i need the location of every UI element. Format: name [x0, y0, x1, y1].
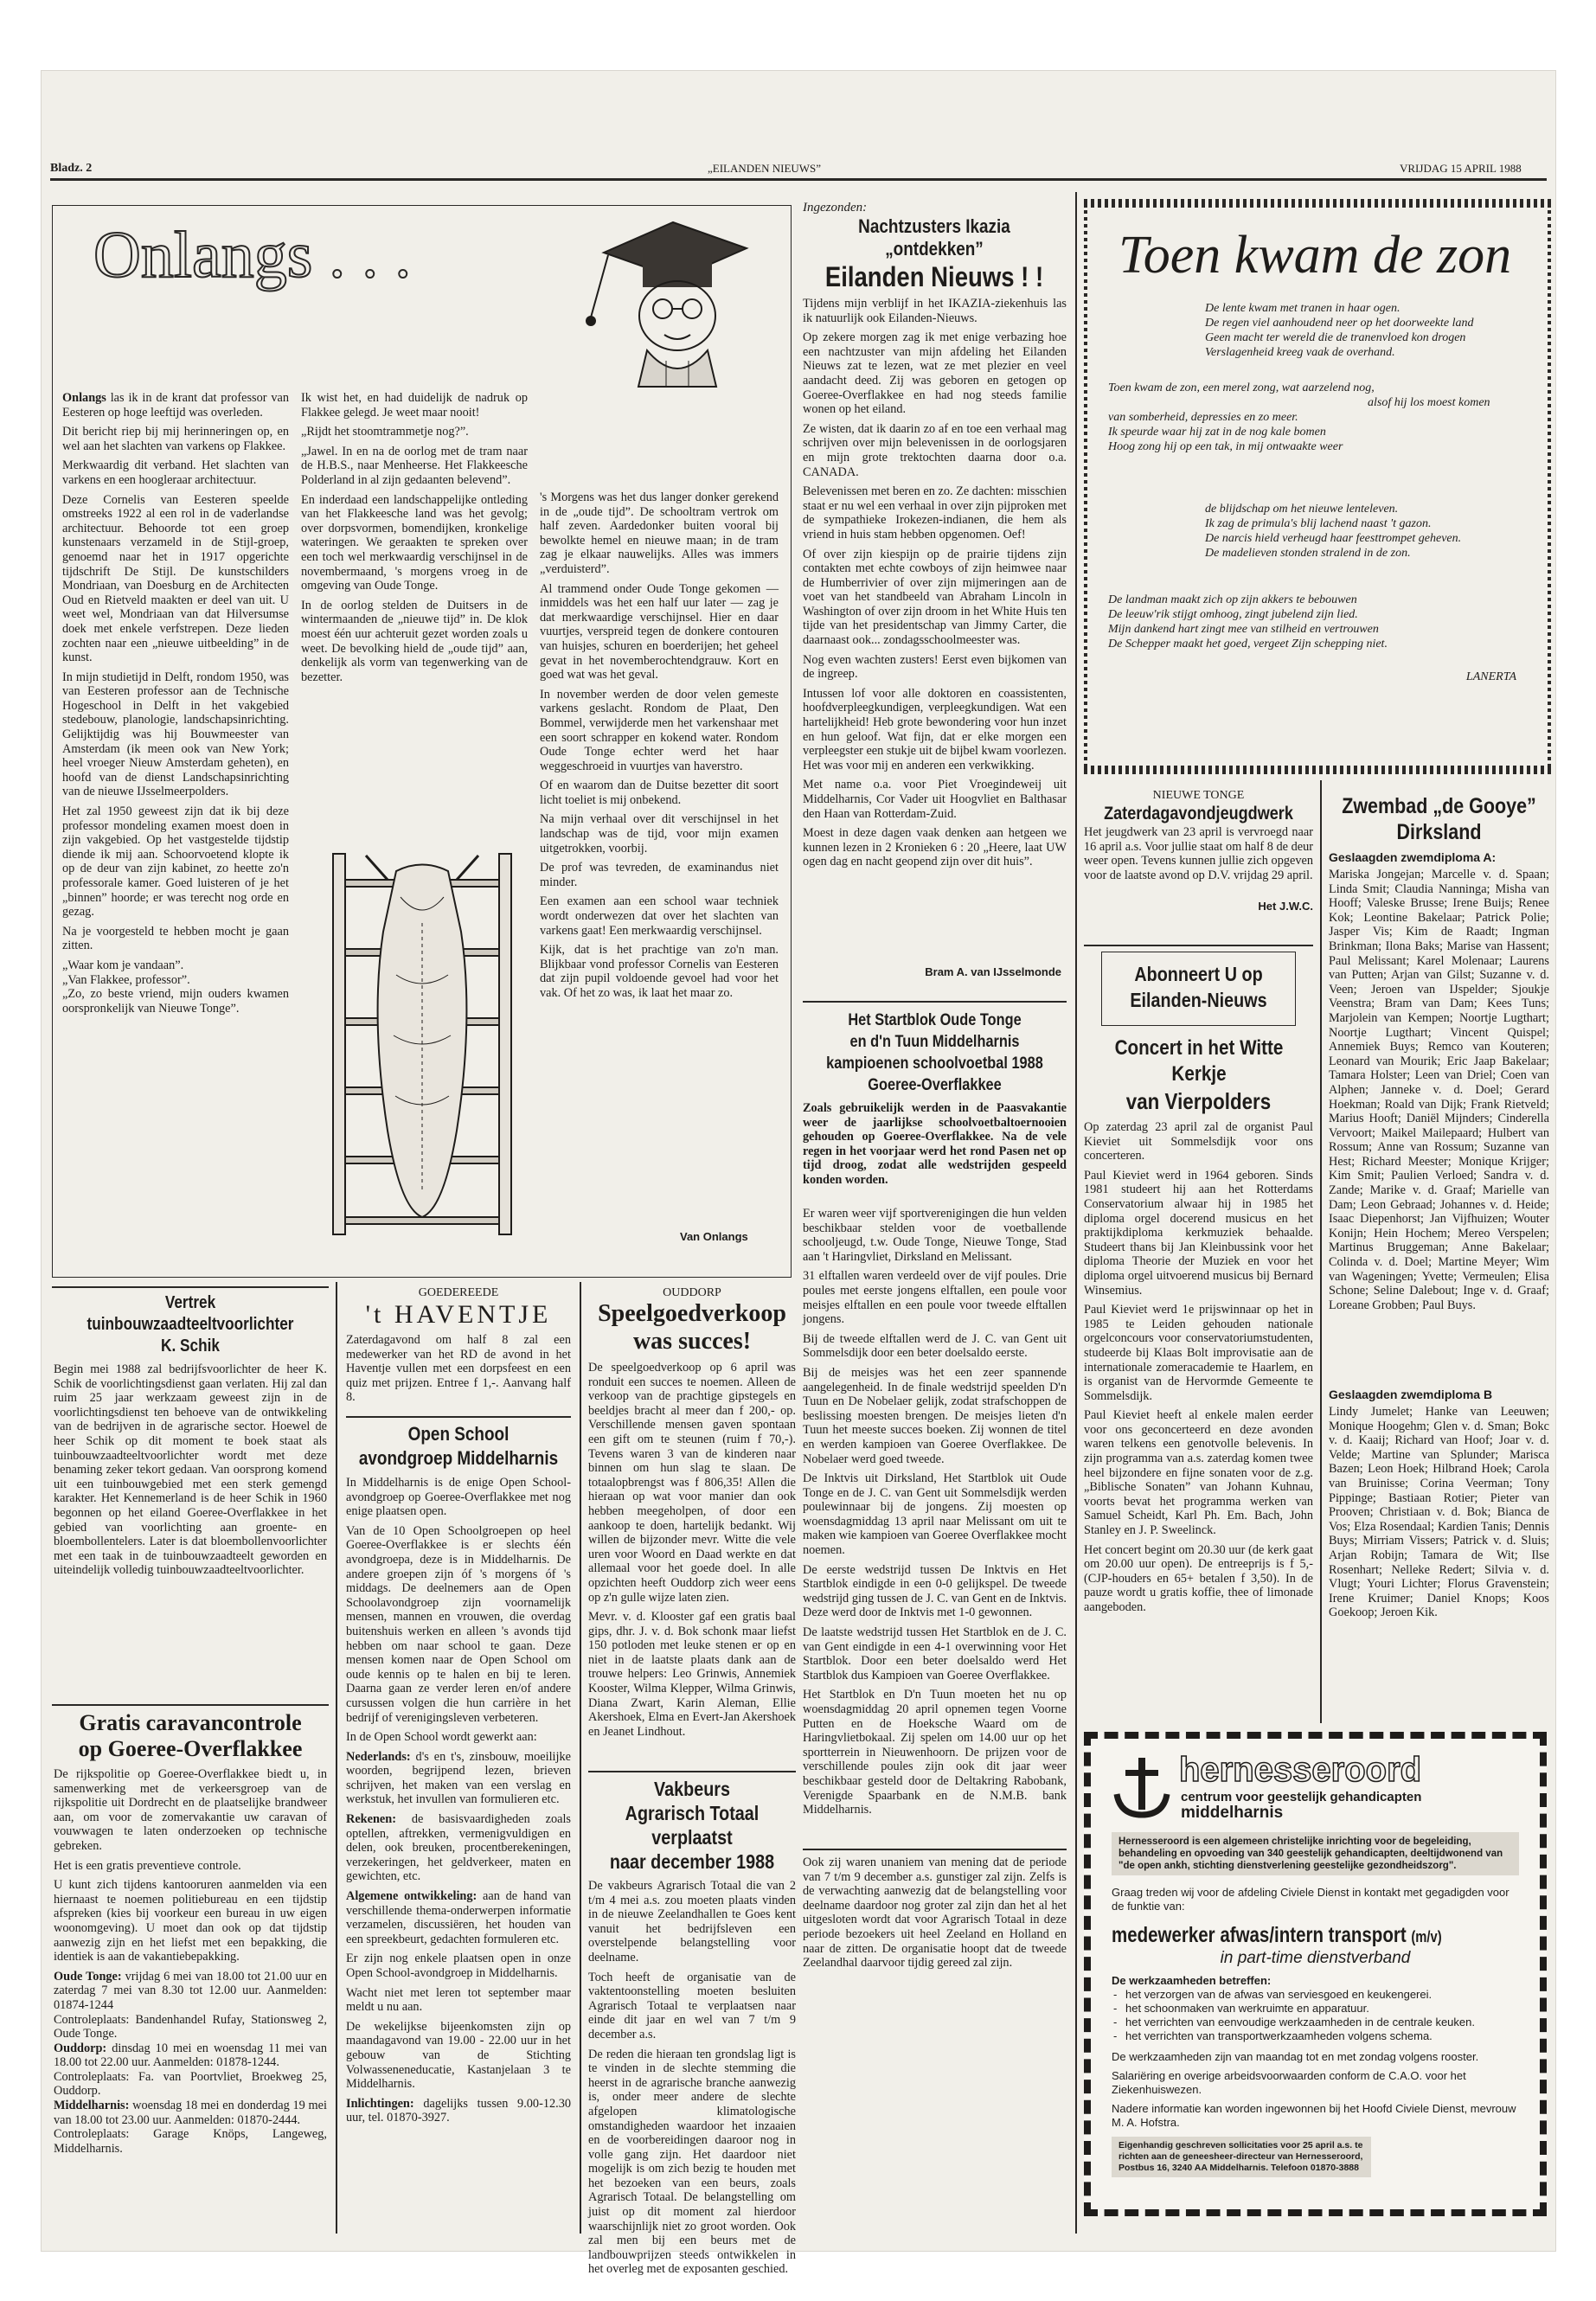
- column-rule: [1320, 780, 1322, 1723]
- ingezonden-headline-2: Eilanden Nieuws ! !: [824, 261, 1044, 292]
- concert-p5: Het concert begint om 20.30 uur (de kerk gaat om 20.00 uur open). De entreeprijs is f 5,- (CJP-houders en 65+ betalen f 3,50). In de pauze wordt u gratis koffie, thee of limonade aangeboden.: [1084, 1542, 1313, 1614]
- vakbeurs-title-2: Agrarisch Totaal verplaatst: [625, 1802, 760, 1849]
- poem-border-bottom: [1084, 766, 1551, 774]
- hernesseroord-task: - het verrichten van transportwerkzaamheden volgens schema.: [1112, 2029, 1519, 2043]
- onlangs-col3: [540, 490, 779, 1243]
- concert-p4: Paul Kieviet heeft al enkele malen eerder voor ons geconcerteerd en deze avonden waren telkens een genotvolle belevenis. In zijn programma van a.s. zaterdag komen twee heel bijzondere en fijne sonaten voor de z.g. „Biblische Sonaten” van Johann Kuhnau, voorts bevat het programma werken van Samuel Scheidt, Karl Ph. Em. Bach, John Stanley en J. P. Sweelinck.: [1084, 1408, 1313, 1538]
- hernesseroord-intro: Hernesseroord is een algemeen christelijke inrichting voor de begeleiding, behandeling en opvoeding van 340 geestelijk gehandicapten, deeltijdwonend van "de open ankh, stichting dienstverlening geestelijke gezondheidszorg".: [1112, 1832, 1519, 1875]
- speelgoed-p2: Mevr. v. d. Klooster gaf een gratis baal gips, dhr. J. v. d. Bok schonk maar liefst 150 potloden met leuke stenen er op en niet in de laatste plaats dank aan de trouwe helpers: Leo Grinwis, Annemiek Kooster, Wilma Klepper, Wilma Grinwis, Diana Zwart, Karin Aleman, Ellie Akershoek, Elma en Evert-Jan Akershoek en Jeanet Lindhout.: [588, 1610, 796, 1739]
- poem-stanza-2: [1108, 381, 1490, 454]
- newspaper-page: [42, 71, 1555, 2277]
- poem-box: [1084, 199, 1551, 774]
- hernesseroord-info: Nadere informatie kan worden ingewonnen bij het Hoofd Civiele Dienst, mevrouw M. A. Hofstra.: [1112, 2102, 1516, 2129]
- haventje-place: GOEDEREEDE: [418, 1286, 499, 1299]
- hernesseroord-parttime: in part-time dienstverband: [1220, 1949, 1411, 1967]
- caravan-schedule-middelharnis: Middelharnis: woensdag 18 mei en donderdag 19 mei van 18.00 tot 23.00 uur. Aanmelden: 01870-2444.: [54, 2099, 327, 2127]
- poem-line: De Schepper maakt het goed, vergeet Zijn schepping niet.: [1108, 638, 1388, 651]
- divider: [1084, 945, 1313, 946]
- onlangs-col1: [62, 391, 289, 1254]
- divider: [588, 1771, 796, 1772]
- divider: [803, 1849, 1067, 1850]
- hernesseroord-name: hernesseroord: [1179, 1751, 1422, 1789]
- startblok-p1: Er waren weer vijf sportverenigingen die hun velden beschikbaar stelden voor de voetballende schooljeugd, t.w. Oude Tonge, Nieuwe Tonge, Stad aan 't Haringvliet, Dirksland en Melissant.: [803, 1207, 1067, 1264]
- onlangs-p2: Dit bericht riep bij mij herinneringen op, en wel aan het slachten van varkens op Flakkee.: [62, 425, 289, 453]
- poem-border-right: [1548, 199, 1551, 774]
- poem-stanza-3: [1205, 502, 1461, 561]
- column-rule: [1075, 192, 1077, 2234]
- openschool-article: [346, 1422, 571, 2211]
- zwembad-title-2: Dirksland: [1396, 820, 1482, 844]
- caravan-title-1: Gratis caravancontrole: [79, 1710, 302, 1735]
- startblok-lead: Zoals gebruikelijk werden in de Paasvakantie weer de jaarlijkse schoolvoetbaltoernooien gehouden op Goeree-Overflakkee. Na de vele regen in het voorjaar werd het rond Pasen net op tijd droog, zodat alle wedstrijden gespeeld konden worden.: [803, 1101, 1067, 1187]
- caravan-schedule-line: Controleplaats: Fa. van Poortvliet, Broekweg 25, Ouddorp.: [54, 2069, 327, 2099]
- poem-line: Mijn dankend hart zingt mee van stilheid en vertrouwen: [1108, 623, 1379, 636]
- vertrek-article: [54, 1292, 327, 1667]
- caravan-schedule-line: Controleplaats: Bandenhandel Rufay, Stationsweg 2, Oude Tonge.: [54, 2012, 327, 2041]
- onlangs-p9: „Van Flakkee, professor”.: [62, 972, 190, 987]
- caravan-p3: U kunt zich tijdens kantooruren aanmelden via een hiernaast te noemen politiebureau en een tijdstip afspreken (kies bij voorkeur een bureau in uw eigen woonomgeving). U moet dan ook op dat tijdstip aanwezig zijn en het liefst met een bepakking, die identiek is aan de vakantiebepakking.: [54, 1878, 327, 1965]
- concert-p1: Op zaterdag 23 april zal de organist Paul Kieviet uit Sommelsdijk voor ons concerteren.: [1084, 1120, 1313, 1163]
- vakbeurs-p1: De vakbeurs Agrarisch Totaal die van 2 t/m 4 mei a.s. zou moeten plaats vinden in de nieuwe Zeelandhallen te Goes kent vanuit het bedrijfsleven een overstelpende belangstelling voor deelname.: [588, 1879, 796, 1965]
- vertrek-title-1: Vertrek: [164, 1293, 216, 1312]
- vakbeurs-p2: Toch heeft de organisatie van de vaktentoonstelling moeten besluiten Agrarisch Totaal te verplaatsen naar einde dit jaar en wel van 7 t/m 9 december a.s.: [588, 1970, 796, 2041]
- caravan-schedule-oude-tonge: Oude Tonge: vrijdag 6 mei van 18.00 tot 21.00 uur en zaterdag 7 mei van 8.30 tot 12.00 uur. Aanmelden: 01874-1244: [54, 1969, 328, 2012]
- caravan-p2: Het is een gratis preventieve controle.: [54, 1858, 241, 1873]
- vakbeurs-p3: De reden die hieraan ten grondslag ligt is te vinden in de slechte stemming die heerst in de agrarische branche aanwezig is, onder meer andere de slechte afgelopen klimatologische omstandigheden waardoor het inzaaien en de voorbereidingen daaroor nog in volle gang zijn. Het daardoor niet mogelijk is om zich bezig te houden met het bezoeken van een beurs, zoals Agrarisch Totaal. De belangstelling om juist op dit moment zal hierdoor waarschijnlijk niet zo groot worden. Ook zal men bij een beurs met de landbouwprijzen steeds ontwikkelen in het overleg met de exposanten geschied.: [588, 2047, 796, 2277]
- openschool-p3: In de Open School wordt gewerkt aan:: [346, 1730, 537, 1745]
- openschool-tail-2: Wacht niet met leren tot september maar meldt u nu aan.: [346, 1985, 571, 2015]
- nieuwetonge-body: Het jeugdwerk van 23 april is vervroegd naar 16 april a.s. Voor jullie staat om half 8 de deur weer open. Tevens kunnen jullie zich opgeven voor de laatste avond op D.V. vrijdag 29 april.: [1084, 825, 1313, 882]
- ingezonden-headline-1: Nachtzusters Ikazia „ontdekken”: [858, 215, 1010, 260]
- poem-line: de blijdschap om het nieuwe lenteleven.: [1205, 503, 1399, 516]
- hernesseroord-invite: Graag treden wij voor de afdeling Civiele Dienst in kontakt met gegadigden voor de funktie van:: [1112, 1886, 1509, 1913]
- poem-line: Ik zag de primula's blij lachend naast 't gazon.: [1205, 517, 1432, 530]
- professor-illustration: [569, 214, 777, 387]
- onlangs-c3-p5: Na mijn verhaal over dit verschijnsel in het landschap was de tijd, voor mijn examen uitgetrokken, voorbij.: [540, 812, 779, 856]
- onlangs-col2: [301, 391, 528, 841]
- ingezonden-article: [803, 201, 1067, 984]
- ingezonden-p6: Nog even wachten zusters! Eerst even bijkomen van de ingreep.: [803, 652, 1067, 682]
- vertrek-title-2: tuinbouwzaadteeltvoorlichter: [87, 1315, 294, 1334]
- abonneert-line-1: Abonneert U op: [1134, 963, 1263, 985]
- vakbeurs-continuation: Ook zij waren unaniem van mening dat de periode van 7 t/m 9 december a.s. gunstiger zal zijn. Zelfs is de verwachting aanwezig dat de belangstelling voor deelname daardoor nog groter zal zijn dan het al het uitgesloten wordt dat voor Agrarisch Totaal in deze periode bezoekers uit heel Zeeland en Holland en naar de zitten. De organisatie hoopt dat de tweede Zeelandhal daarvoor tijdig gereed zal zijn.: [803, 1856, 1067, 1971]
- concert-title-1: Concert in het Witte Kerkje: [1114, 1036, 1284, 1086]
- hernesseroord-task-list: [1112, 1988, 1519, 2043]
- haventje-body: Zaterdagavond om half 8 zal een medewerker van het RD de avond in het Haventje vullen met een dorpsfeest en een quiz met prijzen. Entree f 1,-. Aanvang half 8.: [346, 1333, 571, 1405]
- divider: [52, 1704, 329, 1706]
- hernesseroord-job-mv: (m/v): [1411, 1928, 1442, 1945]
- startblok-body: [803, 1207, 1067, 1894]
- poem-line: De leeuw'rik stijgt omhoog, zingt jubelend zijn lied.: [1108, 608, 1358, 621]
- openschool-item-rekenen: Rekenen: de basisvaardigheden zoals optellen, aftrekken, vermenigvuldigen en delen, ook breuken, procentberekeningen, verzekeringen, het geldverkeer, maten en gewichten, etc.: [346, 1812, 571, 1884]
- onlangs-c3-p7: Een examen aan een school waar techniek wordt onderwezen dat over het slachten van varkens gaat! Een merkwaardig verschijnsel.: [540, 894, 779, 938]
- onlangs-c3-p2: Al trammend onder Oude Tonge gekomen — inmiddels was het een half uur later — zag je dat merkwaardige verschijnsel. Hier en daar vuurtjes, verspreid tegen de donkere contouren van huisjes, schuren en boerderijen; het geheel gevat in het novemberochtendgrauw. Kort en goed wat was het geval.: [540, 581, 779, 683]
- onlangs-p6: Het zal 1950 geweest zijn dat ik bij deze professor mondeling examen moest doen in zijn vakgebied. Op het vastgestelde tijdstip diende ik mij aan. Schoorvoetend klopte ik op de deur van zijn kabinet, zo heette zo'n professorale kamer. Goed luisteren of je het „binnen” hoorde; er was terecht nog orde en gezag.: [62, 804, 289, 920]
- onlangs-signature: Van Onlangs: [680, 1230, 748, 1243]
- poem-line: Hoog zong hij op een tak, in mij ontwaakte weer: [1108, 440, 1343, 453]
- startblok-p3: Bij de tweede elftallen werd de J. C. van Gent uit Sommelsdijk door een beter doelsaldo eerste.: [803, 1331, 1067, 1361]
- onlangs-c2-p4: En inderdaad een landschappelijke ontleding van het Flakkeesche land was het gevolg; over dorpsvormen, bomendijken, kronkelige wateringen. We geraakten te spreken over een toch wel merkwaardig verschijnsel in de novembermaand, 's morgens vroeg in de omgeving van Oude Tonge.: [301, 492, 528, 593]
- vakbeurs-body: [588, 1879, 796, 2277]
- onlangs-c2-p5: In de oorlog stelden de Duitsers in de wintermaanden de „nieuwe tijd” in. De klok moest één uur achteruit gezet worden zoals u weet. De bevolking hield de „oude tijd” aan, denkelijk als vorm van tegenwerking van de bezetter.: [301, 598, 528, 684]
- zwembad-head-b: Geslaagden zwemdiploma B: [1329, 1388, 1493, 1401]
- caravan-title-2: op Goeree-Overflakkee: [78, 1736, 303, 1761]
- poem-line: De madelieven stonden stralend in de zon.: [1205, 547, 1411, 560]
- poem-line: De narcis hield verheugd haar feesttrompet geheven.: [1205, 532, 1462, 545]
- zwembad-body-a: Mariska Jongejan; Marcelle v. d. Spaan; Linda Smit; Claudia Nanninga; Misha van Hooff; Valeske Brusse; Irene Buijs; Renee Kok; Leontine Bakelaar; Patrick Polie; Jasper Vis; Kim de Raadt; Ingman Brinkman; Ilona Baks; Marise van Hassent; Paul Melissant; Karel Molenaar; Laurens van Putten; Arjan van Gilst; Suzanne v. d. Veen; Jeroen van IJspelder; Sjoukje Veenstra; Bram van Dam; Kees Tuns; Marjolein van Kempen; Noortje Lugthart; Noortje Lugthart; Vincent Quispel; Annemiek Buys; Remco van Kouteren; Leonard van Mourik; Eric Jaap Bakelaar; Tamara Holster; Leen van Driel; Coen van Alphen; Janneke v. d. Doel; Gerard Hoekman; Roald van Dijk; Frank Rietveld; Marius Hooft; Daniël Mijnders; Cinderella Vervoort; Maikel Mailepaard; Hulbert van Rossum; Anne van Rossum; Suzanne van Hest; Richard Meester; Monique Krijger; Kim Smit; Paulien Verloed; Sandra v. d. Zande; Marike v. d. Graaf; Marielle van Dam; Leon Gebraad; Johannes v. d. Heide; Isaac Diepenhorst; Jan Vijfhuizen; Wouter Konijn; Hein Hochem; Mereo Verspelen; Martinus Bruggeman; Anne Bakelaar; Colinda v. d. Doel; Martine Meyer; Wim van Wageningen; Yvette; Vermeulen; Elisa Schone; Seline Dalebout; Inge v. d. Graaf; Loreane Grobben; Paul Buys.: [1329, 868, 1549, 1312]
- nieuwetonge-signature: Het J.W.C.: [1258, 900, 1313, 913]
- openschool-item-algemeen: Algemene ontwikkeling: aan de hand van verschillende thema-onderwerpen informatie verzamelen, discussiëren, het houden van een spreekbeurt, gedachten formuleren etc.: [346, 1889, 571, 1946]
- poem-line: Verslagenheid kreeg vaak de overhand.: [1205, 346, 1395, 359]
- ingezonden-p3: Ze wisten, dat ik daarin zo af en toe een verhaal mag schrijven over mijn belevenissen in de oorlogsjaren en mijn grote trektochten daarna door o.a. CANADA.: [803, 421, 1067, 479]
- poem-stanza-4: [1108, 593, 1388, 651]
- ingezonden-p4: Belevenissen met beren en zo. Ze dachten: misschien staat er nu wel een verhaal in over zijn pijproken met de sympathieke Irokezen-indianen, die hem als vriend in huis stam hebben opgenomen. Oef!: [803, 484, 1067, 542]
- divider: [52, 1286, 329, 1288]
- openschool-tail-4: Inlichtingen: dagelijks tussen 9.00-12.30 uur, tel. 01870-3927.: [346, 2096, 571, 2125]
- openschool-item-nederlands: Nederlands: d's en t's, zinsbouw, moeilijke woorden, begrijpend lezen, brieven schrijven, het maken van een verslag en werkstuk, het invullen van formulieren etc.: [346, 1749, 571, 1807]
- startblok-title-4: Goeree-Overflakkee: [868, 1076, 1002, 1094]
- nieuwetonge-article: [1084, 789, 1313, 913]
- concert-p3: Paul Kieviet werd 1e prijswinnaar op het in 1985 te Leiden gehouden nationale orgelconcours voor conservatoriumstudenten, studeerde bij Klaas Bolt improvisatie aan de internationale zomeracademie te Haarlem, en is organist van de Hervormde Gemeente te Sommelsdijk.: [1084, 1303, 1313, 1403]
- onlangs-c3-p1: 's Morgens was het dus langer donker gerekend in de „oude tijd”. De schooltram vertrok om half zeven. Aardedonker buiten vooral bij bewolkte hemel en nieuwe maan; in de tram zag je elkaar nauwelijks. Alles was immers „verduisterd”.: [540, 490, 779, 576]
- divider: [346, 1416, 571, 1418]
- concert-article: [1084, 1035, 1313, 1734]
- ingezonden-signature: Bram A. van IJsselmonde: [925, 965, 1061, 978]
- zwembad-title-1: Zwembad „de Gooye”: [1342, 794, 1536, 818]
- speelgoed-place: OUDDORP: [663, 1286, 721, 1299]
- poem-line: Geen macht ter wereld die de tranenvloed kon drogen: [1205, 331, 1466, 344]
- concert-body: [1084, 1120, 1313, 1734]
- caravan-p1: De rijkspolitie op Goeree-Overflakkee biedt u, in samenwerking met de verkeersgroep van de rijkspolitie uit Dordrecht en de plaatselijke brandweer aan, om voor de zomervakantie uw caravan of vouwwagen te laten onderzoeken op technische gebreken.: [54, 1767, 327, 1853]
- zwembad-body-b: Lindy Jumelet; Hanke van Leeuwen; Monique Hoogehm; Glen v. d. Sman; Bokc v. d. Kaaij; Richard van Hoof; Joar v. d. Velde; Martine van Splunder; Marisca Bazen; Leon Hoek; Hilbrand Hoek; Carola van Bruinisse; Corina Veerman; Tony Pippinge; Bastiaan Rotier; Pieter van Prooven; Christiaan v. d. Bok; Bianca de Vos; Elza Rosendaal; Kardien Tanis; Dennis Buys; Mirriam Vissers; Patrick v. d. Sluis; Arjan Robijn; Tamara de Wit; Ilse Rosenhart; Nelleke Redert; Silvia v. d. Vlugt; Youri Lichter; Florus Gravenstein; Irene Kruimer; Daniel Knops; Koos Goekoop; Jeroen Kik.: [1329, 1405, 1549, 1620]
- issue-date: VRIJDAG 15 APRIL 1988: [1400, 162, 1522, 175]
- speelgoed-article: [588, 1286, 796, 1759]
- caravan-body: [54, 1767, 327, 2226]
- onlangs-p7: Na je voorgesteld te hebben mocht je gaan zitten.: [62, 924, 289, 953]
- ingezonden-p7: Intussen lof voor alle doktoren en coassistenten, hoofdverpleegkundigen, verpleegkundigen. Wat een hartelijkheid! Heb grote bewondering voor hun inzet en hun geloof. Wat fijn, dat er elke morgen een verpleegster een stukje uit de bijbel kwam voorlezen. Het was voor mij en anderen een verkwikking.: [803, 686, 1067, 772]
- startblok-p7: De laatste wedstrijd tussen Het Startblok en de J. C. van Gent eindigde in een 4-1 overwinning voor Het Startblok. Door een beter doelsaldo werd Het Startblok dus Kampioen van Goeree Overflakkee.: [803, 1625, 1067, 1682]
- pig-ladder-illustration: [314, 845, 530, 1243]
- nieuwetonge-title: Zaterdagavondjeugdwerk: [1104, 804, 1293, 824]
- haventje-article: [346, 1286, 571, 1406]
- column-rule: [580, 1282, 581, 2234]
- startblok-p6: De eerste wedstrijd tussen De Inktvis en Het Startblok eindigde in een 0-0 gelijkspel. De tweede wedstrijd ging tussen de J. C. van Gent en de Inktvis. Deze werd door de Inktvis met 1-0 gewonnen.: [803, 1562, 1067, 1620]
- openschool-p1: In Middelharnis is de enige Open School-avondgroep op Goeree-Overflakkee met nog enige plaatsen open.: [346, 1476, 571, 1519]
- onlangs-p8: „Waar kom je vandaan”.: [62, 958, 184, 972]
- openschool-body: [346, 1476, 571, 2211]
- hernesseroord-sub-2: middelharnis: [1181, 1804, 1284, 1822]
- ingezonden-p1: Tijdens mijn verblijf in het IKAZIA-ziekenhuis las ik natuurlijk ook Eilanden-Nieuws.: [803, 297, 1067, 325]
- poem-line: De landman maakt zich op zijn akkers te bebouwen: [1108, 593, 1357, 606]
- divider: [803, 1001, 1067, 1003]
- hernesseroord-job: medewerker afwas/intern transport: [1112, 1923, 1407, 1947]
- openschool-title-1: Open School: [407, 1423, 510, 1445]
- vakbeurs-title-1: Vakbeurs: [654, 1778, 730, 1800]
- zwembad-head-a: Geslaagden zwemdiploma A:: [1329, 850, 1497, 864]
- vakbeurs-article: [588, 1777, 796, 2277]
- speelgoed-p1: De speelgoedverkoop op 6 april was ronduit een succes te noemen. Alleen de verkoop van de prachtige gipstegels en beeldjes bracht al meer dan f 200,- op. Verschillende mensen gaven spontaan een gift om te steunen (ruim f 70,-). Tevens waren 3 van de kinderen naar binnen om hun slag te slaan. De totaalopbrengst was f 806,35! Allen die hieraan op wat voor manier dan ook hebben meegeholpen, of door een aankoop te doen, hartelijk bedankt. Wij willen de bijzonder mevr. Witte die vele uren voor Woord en Daad werkte en dat allemaal voor het goede doel. In alle opzichten heeft Ouddorp zich weer eens op z'n gulle wijze laten zien.: [588, 1361, 796, 1605]
- hernesseroord-tasks-head: De werkzaamheden betreffen:: [1112, 1974, 1272, 1987]
- startblok-p8: Het Startblok en D'n Tuun moeten het nu op woensdagmiddag 20 april opnemen tegen Voorne Putten en de Hoeksche Waard om de Haringvlietbokaal. Zij spelen om 14.00 uur op het sportterrein in Nieuwenhoorn. De prijzen voor de verschillende poules zijn ook dit jaar weer beschikbaar gesteld door de Deltakring Rabobank, Verenigde Spaarbank en de N.M.B. bank Middelharnis.: [803, 1688, 1067, 1817]
- ingezonden-p9: Moest in deze dagen vaak denken aan hetgeen we kunnen lezen in 2 Kronieken 6 : 20 „Heere, laat UW ogen dag en nacht geopend zijn over dit huis”.: [803, 826, 1067, 869]
- caravan-schedule-ouddorp: Ouddorp: dinsdag 10 mei en woensdag 11 mei van 18.00 tot 22.00 uur. Aanmelden: 01878-1244.: [54, 2041, 327, 2070]
- startblok-p2: 31 elftallen waren verdeeld over de vijf poules. Drie poules met eerste jongens elftallen, een poule voor meisjes elftallen en een poule voor tweede elftallen jongens.: [803, 1269, 1067, 1327]
- hernesseroord-task: - het verzorgen van de afwas van serviesgoed en keukengerei.: [1112, 1988, 1519, 2002]
- onlangs-title: Onlangs . . .: [93, 219, 412, 292]
- startblok-title-1: Het Startblok Oude Tonge: [848, 1011, 1022, 1029]
- hernesseroord-task: - het schoonmaken van werkruimte en apparatuur.: [1112, 2002, 1519, 2016]
- startblok-p5: De Inktvis uit Dirksland, Het Startblok uit Oude Tonge en de J. C. van Gent uit Sommelsdijk werden poulewinnaar bij de jongens. Zij moesten op woensdagmiddag 13 april naar Melissant om uit te maken wie kampioen van Goeree Overflakkee mocht noemen.: [803, 1471, 1067, 1558]
- anchor-logo-icon: [1112, 1754, 1172, 1822]
- openschool-p2: Van de 10 Open Schoolgroepen op heel Goeree-Overflakkee is er slechts één avondgroepa, deze is in Middelharnis. De andere groepen zijn óf 's morgens óf 's middags. De deelnemers aan de Open Schoolavondgroep zijn voornamelijk mensen, mannen en vrouwen, die overdag buitenshuis werken en alleen 's avonds tijd hebben om naar school te gaan. Deze mensen komen naar de Open School om oude kennis op te halen en bij te leren. Daarna gaan ze verder leren en/of andere cursussen volgen die hun carrière in het bedrijf of verenigingsleven verbeteren.: [346, 1523, 571, 1725]
- openschool-title-2: avondgroep Middelharnis: [358, 1447, 559, 1469]
- poem-stanza-1: [1205, 301, 1474, 360]
- onlangs-c2-p3: „Jawel. In en na de oorlog met de tram naar de H.B.S., naar Menheerse. Het Flakkeesche Polderland in al zijn gedaanten belevend”.: [301, 444, 528, 487]
- hernesseroord-task: - het verrichten van eenvoudige werkzaamheden in de centrale keuken.: [1112, 2016, 1519, 2029]
- startblok-title-3: kampioenen schoolvoetbal 1988: [826, 1054, 1043, 1073]
- masthead-rule: [50, 178, 1547, 181]
- column-rule: [336, 1282, 337, 2234]
- ingezonden-label: Ingezonden:: [803, 201, 868, 215]
- poem-line: De regen viel aanhoudend neer op het doorweekte land: [1205, 317, 1474, 330]
- poem-line: van somberheid, depressies en zo meer.: [1108, 411, 1298, 424]
- ingezonden-p8: Met name o.a. voor Piet Vroegindeweij uit Middelharnis, Cor Vader uit Hoogvliet en Balthasar den Haan van Rotterdam-Zuid.: [803, 778, 1067, 821]
- speelgoed-title-1: Speelgoedverkoop: [598, 1300, 786, 1327]
- onlangs-p3: Merkwaardig dit verband. Het slachten van varkens en een hoogleraar architectuur.: [62, 458, 289, 487]
- concert-title-2: van Vierpolders: [1125, 1088, 1272, 1114]
- poem-author: LANERTA: [1465, 670, 1516, 683]
- poem-line: alsof hij los moest komen: [1368, 396, 1490, 409]
- startblok-p4: Bij de meisjes was het een zeer spannende aangelegenheid. In de finale wedstrijd speelden D'n Tuun en De Nobelaer gelijk, zodat strafschoppen de beslissing moesten brengen. De meisjes lieten d'n Tuun het meeste succes boeken. Zij wonnen de titel en werden kampioen van Goeree Overflakkee. De Nobelaer werd goed tweede.: [803, 1365, 1067, 1466]
- vertrek-body: Begin mei 1988 zal bedrijfsvoorlichter de heer K. Schik de voorlichtingsdienst gaan verlaten. Hij zal dan ruim 25 jaar werkzaam geweest zijn in de voorlichtingsdienst ten behoeve van de ontwikkeling van de bedrijven in de agrarische sector. Hoewel de heer Schik op dit moment te boek staat als tuinbouwzaadteeltvoorlichter wordt met deze benaming zeker tekort gedaan. Van oorsprong komend uit een tuinbouwgebied met een sterk gemengd karakter. Het Kennemerland is de heer Schik in 1960 begonnen op het eiland Goeree-Overflakkee in het gebied van voorlichting aan groente- en bloembollentelers. Later is dat bloembollenvoorlichter met een taak in de tuinbouwzaadteelt geworden en uiteindelijk volledig tuinbouwzaadteeltvoorlichter.: [54, 1362, 327, 1578]
- onlangs-p5: In mijn studietijd in Delft, rondom 1950, was van Eesteren professor aan de Technische Hogeschool in Delft in het vakgebied stedebouw, planologie, landschapsinrichting. Gelijktijdig was hij Bouwmeester van Amsterdam (ik meen ook van New York; heel vroeger Nieuw Amsterdam geheten), en hoofd van de dienst Landschapsinrichting van de nieuwe IJsselmeerpolders.: [62, 670, 289, 799]
- hernesseroord-ad: [1084, 1732, 1547, 2216]
- speelgoed-title-2: was succes!: [632, 1328, 752, 1355]
- onlangs-c3-p8: Kijk, dat is het prachtige van zo'n man. Blijkbaar vond professor Cornelis van Eesteren dat zijn pupil voldoende gevoel had voor het vak. Of het zo was, ik laat het maar zo.: [540, 943, 779, 1000]
- poem-line: Ik speurde waar hij zat in de nog kale bomen: [1108, 426, 1326, 439]
- onlangs-p10: „Zo, zo beste vriend, mijn ouders kwamen oorspronkelijk van Nieuwe Tonge”.: [62, 987, 289, 1016]
- page-number: Bladz. 2: [50, 162, 93, 175]
- abonneert-box: [1101, 952, 1296, 1026]
- ingezonden-p5: Of over zijn kiespijn op de prairie tijdens zijn contakten met echte cowboys of zijn heimwee naar de Humberrivier of over zijn mijmeringen aan de voet van het standbeeld van Abraham Lincoln in Washington of over zijn droom in het White Huis ten tijde van het presidentschap van Jimmy Carter, die daarnaast ook... zondagsschoolmeester was.: [803, 547, 1067, 648]
- haventje-title: 't HAVENTJE: [365, 1300, 552, 1329]
- onlangs-c3-p6: De prof was tevreden, de examinandus niet minder.: [540, 861, 779, 889]
- onlangs-c3-p3: In november werden de door velen gemeste varkens geslacht. Rondom de Plaat, Den Bommel, verwijderde men het varkenshaar met een soort schrapper en kokend water. Rondom Oude Tonge echter werd het haar weggeschroeid in vuurtjes van haverstro.: [540, 687, 779, 773]
- onlangs-c3-p4: Of en waarom dan de Duitse bezetter dit soort licht toeliet is mij onbekend.: [540, 779, 779, 807]
- ingezonden-p2: Op zekere morgen zag ik met enige verbazing hoe een nachtzuster van mijn afdeling het Eilanden Nieuws zat te lezen, wat ze met plezier en veel aandacht deed. Zij was geboren en getogen op Goeree-Overflakkee en had nog steeds familie wonen op het eiland.: [803, 330, 1067, 417]
- poem-border-left: [1084, 199, 1087, 774]
- abonneert-line-2: Eilanden-Nieuws: [1130, 989, 1267, 1011]
- poem-border-top: [1084, 199, 1551, 208]
- onlangs-c2-p1: Ik wist het, en had duidelijk de nadruk op Flakkee gelegd. Je weet maar nooit!: [301, 391, 528, 420]
- speelgoed-body: [588, 1361, 796, 1759]
- openschool-tail-1: Er zijn nog enkele plaatsen open in onze Open School-avondgroep in Middelharnis.: [346, 1952, 571, 1980]
- poem-title: Toen kwam de zon: [1118, 226, 1512, 285]
- vakbeurs-title-3: naar december 1988: [609, 1850, 775, 1873]
- paper-title: „EILANDEN NIEUWS”: [708, 162, 822, 175]
- hernesseroord-sub-1: centrum voor geestelijk gehandicapten: [1181, 1790, 1422, 1804]
- poem-line: Toen kwam de zon, een merel zong, wat aarzelend nog,: [1108, 381, 1375, 394]
- onlangs-p4: Deze Cornelis van Eesteren speelde omstreeks 1922 al een rol in de vaderlandse architectuur. Behoorde tot een groep kunstenaars verzameld in de Stijl-groep, genoemd naar het in 1917 opgerichte tijdschrift De Stijl. De kunstschilders Mondriaan, van Doesburg en de Architecten Oud en Rietveld maakten er deel van uit. U weet wel, Mondriaan van dat Hilversumse doek met enkele verfstrepen. Deze lieden zochten naar een „nieuwe uitbeelding” in de kunst.: [62, 492, 289, 665]
- onlangs-c2-p2: „Rijdt het stoomtrammetje nog?”.: [301, 425, 469, 439]
- ingezonden-body: [803, 297, 1067, 963]
- nieuwetonge-place: NIEUWE TONGE: [1152, 789, 1245, 802]
- hernesseroord-hours: De werkzaamheden zijn van maandag tot en met zondag volgens rooster.: [1112, 2050, 1479, 2063]
- vertrek-title-3: K. Schik: [161, 1336, 220, 1356]
- hernesseroord-apply: Eigenhandig geschreven sollicitaties voor 25 april a.s. te richten aan de geneesheer-directeur van Hernesseroord, Postbus 16, 3240 AA Middelharnis. Telefoon 01870-3888: [1112, 2137, 1371, 2177]
- openschool-tail-3: De wekelijkse bijeenkomsten zijn op maandagavond van 19.00 - 22.00 uur in het gebouw van de Stichting Volwassenenеducatie, Kastanjelaan 3 te Middelharnis.: [346, 2019, 571, 2092]
- caravan-schedule-line: Controleplaats: Garage Knöps, Langeweg, Middelharnis.: [54, 2127, 327, 2156]
- caravan-article: [54, 1710, 327, 2226]
- startblok-title-2: en d'n Tuun Middelharnis: [849, 1033, 1020, 1051]
- zwembad-article: [1329, 793, 1549, 1663]
- concert-p2: Paul Kieviet werd in 1964 geboren. Sinds 1981 studeert hij aan het Rotterdams Conservatorium alwaar hij in 1985 het diploma orgel docerend musicus en het praktijkdiploma kerkmuziek behaalde. Studeert thans bij Jan Kleinbussink voor het diploma Theorie der Muziek en voor het diploma orgel uitvoerend musicus bij Bernard Winsemius.: [1084, 1168, 1313, 1298]
- onlangs-p1: Onlangs las ik in de krant dat professor van Eesteren op hoge leeftijd was overleden.: [62, 391, 289, 420]
- poem-line: De lente kwam met tranen in haar ogen.: [1205, 302, 1401, 315]
- startblok-article: [803, 1009, 1067, 1894]
- hernesseroord-salary: Salariëring en overige arbeidsvoorwaarden conform de C.A.O. voor het Ziekenhuiswezen.: [1112, 2069, 1466, 2096]
